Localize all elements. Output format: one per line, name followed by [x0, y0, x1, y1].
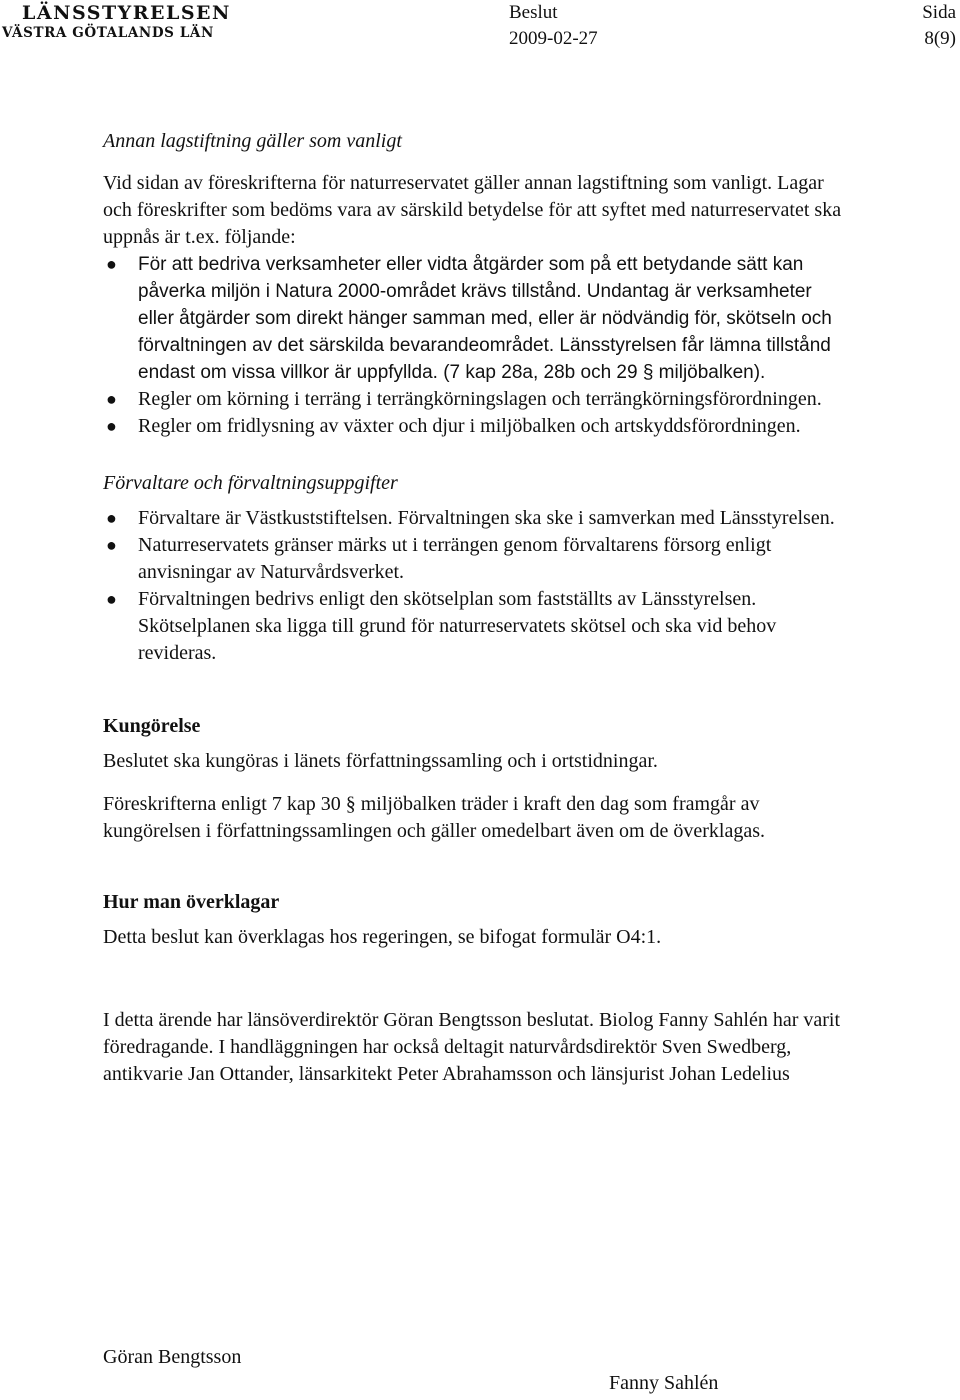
list-item: ● För att bedriva verksamheter eller vidta åtgärder som på ett betydande sätt kan påverka miljön i Natura 2000-området krävs tillstånd. Undantag är verksamheter eller åtgärder som direkt hänger samman med, eller är nödvändig för, skötseln och förvaltningen av det särskilda bevarandeområdet. Länsstyrelsen får lämna tillstånd endast om vissa villkor är uppfyllda. (7 kap 28a, 28b och 29 § miljöbalken). — [103, 251, 843, 386]
bullet-icon: ● — [106, 535, 117, 555]
list-item: ● Förvaltningen bedrivs enligt den skötselplan som fastställts av Länsstyrelsen. Skötselplanen ska ligga till grund för naturreservatets skötsel och ska vid behov revideras. — [106, 588, 777, 664]
appeal-paragraph: Detta beslut kan överklagas hos regeringen, se bifogat formulär O4:1. — [103, 926, 662, 948]
logo-line-1: LÄNSSTYRELSEN — [22, 2, 231, 24]
announcement-paragraph-1: Beslutet ska kungöras i länets författningssamling och i ortstidningar. — [103, 750, 658, 772]
decision-closing-paragraph: I detta ärende har länsöverdirektör Göran Bengtsson beslutat. Biolog Fanny Sahlén har varit föredragande. I handläggningen har också deltagit naturvårdsdirektör Sven Swedberg, antikvarie Jan Ottander, länsarkitekt Peter Abrahamsson och länsjurist Johan Ledelius — [103, 1009, 841, 1085]
section-heading-appeal: Hur man överklagar — [103, 891, 280, 913]
signature-name-rapporteur: Fanny Sahlén — [609, 1372, 719, 1394]
management-list — [103, 505, 843, 667]
page-number: 8(9) — [924, 28, 956, 49]
section-intro: Vid sidan av föreskrifterna för naturreservatet gäller annan lagstiftning som vanligt. Lagar och föreskrifter som bedöms vara av särskild betydelse för att syftet med naturreservatet ska uppnås är t.ex. följande: — [103, 172, 842, 248]
legislation-list — [103, 251, 843, 386]
bullet-icon: ● — [106, 254, 117, 274]
list-item: ● Regler om körning i terräng i terrängkörningslagen och terrängkörningsförordningen. — [103, 386, 843, 413]
document-type: Beslut — [509, 2, 558, 23]
page-indicator — [922, 0, 956, 52]
section-heading-management: Förvaltare och förvaltningsuppgifter — [103, 472, 398, 494]
list-item: ● Regler om fridlysning av växter och djur i miljöbalken och artskyddsförordningen. — [103, 413, 843, 440]
announcement-paragraph-2: Föreskrifterna enligt 7 kap 30 § miljöbalken träder i kraft den dag som framgår av kungörelsen i författningssamlingen och gäller omedelbart även om de överklagas. — [103, 793, 766, 842]
agency-logo — [0, 2, 231, 42]
list-item: ● Naturreservatets gränser märks ut i terrängen genom förvaltarens försorg enligt anvisningar av Naturvårdsverket. — [106, 534, 772, 583]
legislation-list-continued — [103, 386, 843, 440]
signature-name-decider: Göran Bengtsson — [103, 1346, 242, 1368]
bullet-icon: ● — [106, 389, 117, 409]
document-date: 2009-02-27 — [509, 28, 598, 49]
section-heading-other-legislation: Annan lagstiftning gäller som vanligt — [103, 130, 402, 152]
logo-line-2: VÄSTRA GÖTALANDS LÄN — [2, 25, 214, 41]
section-heading-announcement: Kungörelse — [103, 715, 201, 737]
list-item: ● Förvaltare är Västkuststiftelsen. Förvaltningen ska ske i samverkan med Länsstyrelsen. — [103, 505, 843, 532]
bullet-icon: ● — [106, 589, 117, 609]
bullet-icon: ● — [106, 416, 117, 436]
document-meta — [509, 0, 598, 52]
page-label: Sida — [922, 2, 956, 23]
bullet-icon: ● — [106, 508, 117, 528]
document-body — [103, 128, 843, 1088]
